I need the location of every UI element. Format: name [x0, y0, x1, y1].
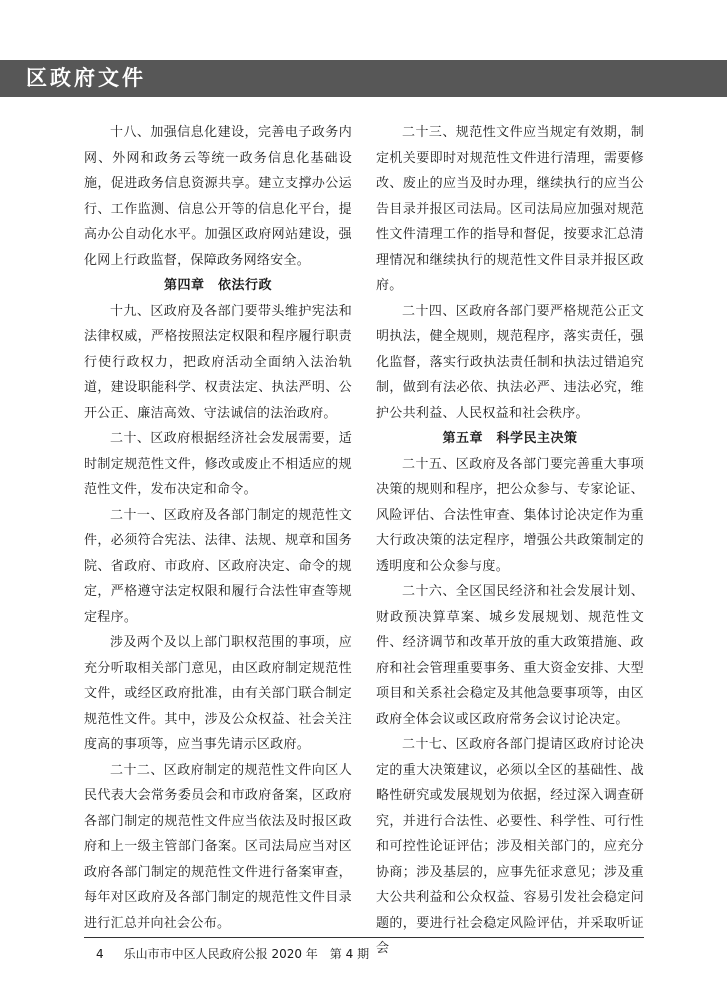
paragraph: 二十七、区政府各部门提请区政府讨论决定的重大决策建议，必须以全区的基础性、战略性研究或发展规划为依据，经过深入调查研究，并进行合法性、必要性、科学性、可行性和可控性论证评估；涉及相关部门的，应充分协商；涉及基层的，应事先征求意见；涉及重大公共利益和公众权益、容易引发社会稳定问题的，要进行社会稳定风险评估，并采取听证会	[376, 737, 644, 956]
paragraph: 二十六、全区国民经济和社会发展计划、财政预决算草案、城乡发展规划、规范性文件、经济调节和改革开放的重大政策措施、政府和社会管理重要事务、重大资金安排、大型项目和关系社会稳定及其他急要事项等，由区政府全体会议或区政府常务会议讨论决定。	[376, 584, 644, 727]
paragraph: 二十五、区政府及各部门要完善重大事项决策的规则和程序，把公众参与、专家论证、风险评估、合法性审查、集体讨论决定作为重大行政决策的法定程序，增强公共政策制定的透明度和公众参与度。	[376, 456, 644, 574]
paragraph: 二十二、区政府制定的规范性文件向区人民代表大会常务委员会和市政府备案，区政府各部门制定的规范性文件应当依法及时报区政府和上一级主管部门备案。区司法局应当对区政府各部门制定的规范性文件进行备案审查，每年对区政府及各部门制定的规范性文件目录进行汇总并向社会公布。	[84, 762, 352, 931]
paragraph: 十八、加强信息化建设，完善电子政务内网、外网和政务云等统一政务信息化基础设施，促进政务信息资源共享。建立支撑办公运行、工作监测、信息公开等的信息化平台，提高办公自动化水平。加强区政府网站建设，强化网上行政监督，保障政务网络安全。	[84, 125, 352, 268]
paragraph: 十九、区政府及各部门要带头维护宪法和法律权威，严格按照法定权限和程序履行职责行使行政权力，把政府活动全面纳入法治轨道，建设职能科学、权责法定、执法严明、公开公正、廉洁高效、守法诚信的法治政府。	[84, 303, 352, 421]
page-number: 4	[96, 947, 104, 961]
right-column	[376, 120, 644, 962]
paragraph: 二十、区政府根据经济社会发展需要，适时制定规范性文件，修改或废止不相适应的规范性文件，发布决定和命令。	[84, 431, 352, 497]
publication-title: 乐山市市中区人民政府公报 2020 年 第 4 期	[123, 947, 370, 961]
paragraph: 二十一、区政府及各部门制定的规范性文件，必须符合宪法、法律、法规、规章和国务院、省政府、市政府、区政府决定、命令的规定，严格遵守法定权限和履行合法性审查等规定程序。	[84, 507, 352, 625]
left-column	[84, 120, 352, 936]
header-bar	[0, 60, 727, 97]
chapter-heading: 第五章 科学民主决策	[442, 431, 578, 446]
paragraph: 二十三、规范性文件应当规定有效期，制定机关要即时对规范性文件进行清理，需要修改、废止的应当及时办理，继续执行的应当公告目录并报区司法局。区司法局应加强对规范性文件清理工作的指导和督促，按要求汇总清理情况和继续执行的规范性文件目录并报区政府。	[376, 125, 644, 293]
paragraph: 二十四、区政府各部门要严格规范公正文明执法，健全规则，规范程序，落实责任，强化监督，落实行政执法责任制和执法过错追究制，做到有法必依、执法必严、违法必究，维护公共利益、人民权益和社会秩序。	[376, 303, 644, 421]
paragraph: 涉及两个及以上部门职权范围的事项，应充分听取相关部门意见，由区政府制定规范性文件，或经区政府批准，由有关部门联合制定规范性文件。其中，涉及公众权益、社会关注度高的事项等，应当事先请示区政府。	[84, 635, 352, 752]
header-title: 区政府文件	[26, 66, 146, 90]
footer-rule	[84, 937, 644, 938]
chapter-heading: 第四章 依法行政	[163, 278, 272, 293]
footer	[84, 945, 369, 962]
